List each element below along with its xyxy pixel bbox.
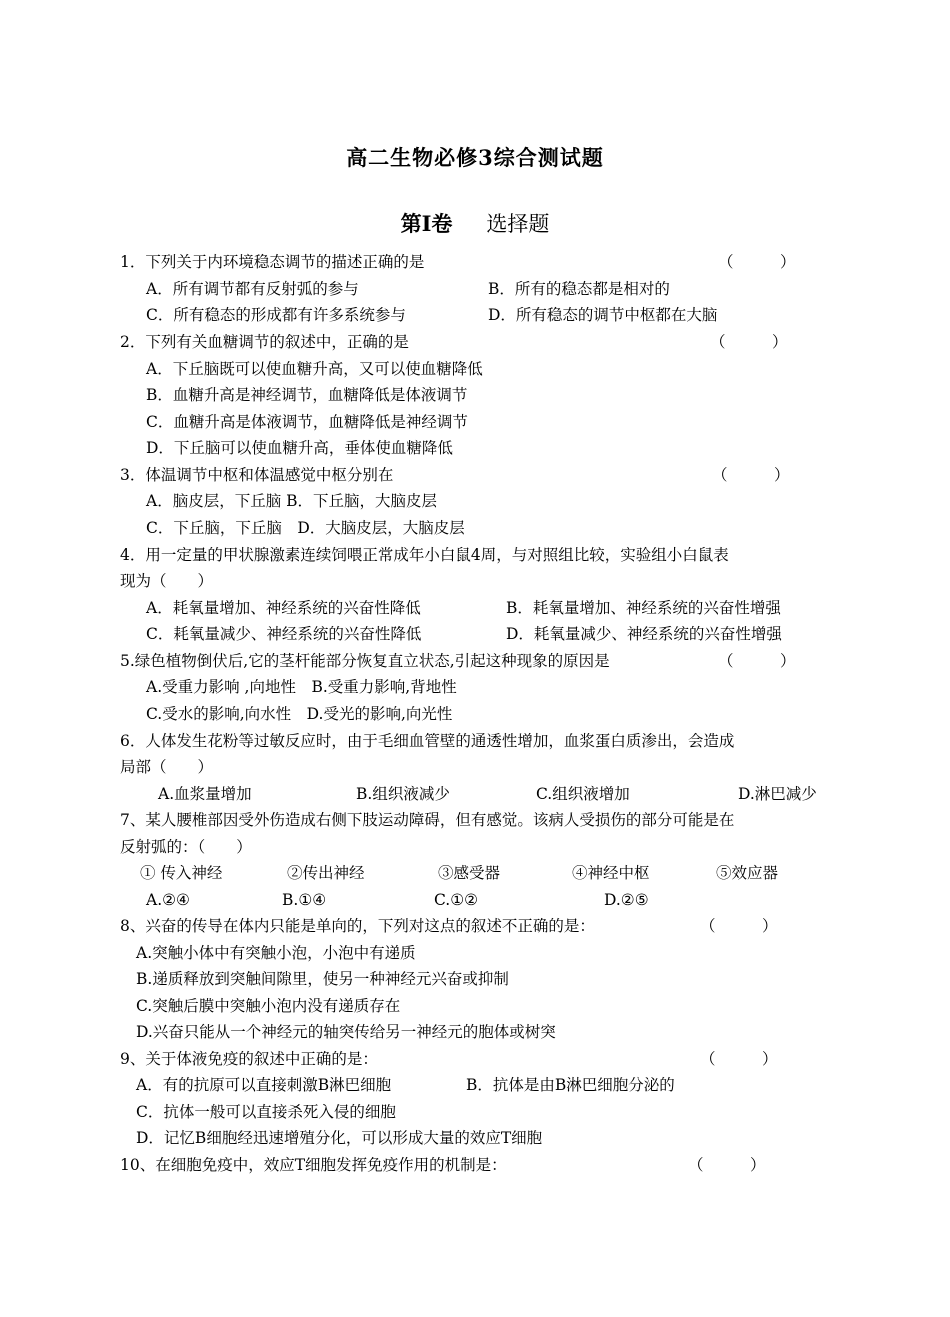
option-ab: A.受重力影响 ,向地性 B.受重力影响,背地性 — [146, 678, 457, 696]
answer-bracket: （ ） — [700, 917, 778, 935]
section-heading — [0, 208, 950, 238]
answer-bracket: （ ） — [700, 1050, 778, 1068]
question-7: 7、某人腰椎部因受外伤造成右侧下肢运动障碍，但有感觉。该病人受损伤的部分可能是在 — [120, 811, 735, 829]
option-d: D.淋巴减少 — [738, 785, 817, 803]
answer-bracket: （ ） — [710, 333, 788, 351]
item-2: ②传出神经 — [287, 864, 365, 882]
question-1: 1．下列关于内环境稳态调节的描述正确的是 — [120, 253, 425, 271]
option-c: C．血糖升高是体液调节，血糖降低是神经调节 — [146, 413, 468, 431]
option-a: A．有的抗原可以直接刺激B淋巴细胞 — [136, 1076, 392, 1094]
option-d: D．所有稳态的调节中枢都在大脑 — [488, 306, 718, 324]
option-a: A.血浆量增加 — [158, 785, 252, 803]
question-6: 6．人体发生花粉等过敏反应时，由于毛细血管壁的通透性增加，血浆蛋白质渗出，会造成 — [120, 732, 735, 750]
question-8: 8、兴奋的传导在体内只能是单向的，下列对这点的叙述不正确的是： — [120, 917, 595, 935]
option-d: D.兴奋只能从一个神经元的轴突传给另一神经元的胞体或树突 — [136, 1023, 556, 1041]
option-b: B．血糖升高是神经调节，血糖降低是体液调节 — [146, 386, 468, 404]
item-3: ③感受器 — [438, 864, 501, 882]
question-4-cont: 现为（ ） — [120, 572, 214, 590]
item-4: ④神经中枢 — [572, 864, 650, 882]
option-c: C.①② — [434, 891, 479, 909]
option-c: C.组织液增加 — [536, 785, 630, 803]
question-7-cont: 反射弧的：（ ） — [120, 838, 252, 856]
option-a: A.突触小体中有突触小泡，小泡中有递质 — [136, 944, 416, 962]
option-b: B.递质释放到突触间隙里，使另一种神经元兴奋或抑制 — [136, 970, 509, 988]
answer-bracket: （ ） — [718, 652, 796, 670]
question-5: 5.绿色植物倒伏后,它的茎杆能部分恢复直立状态,引起这种现象的原因是 — [120, 652, 610, 670]
section-label: 第Ⅰ卷 — [400, 211, 453, 236]
option-cd: C．下丘脑，下丘脑 D．大脑皮层，大脑皮层 — [146, 519, 465, 537]
option-b: B．抗体是由B淋巴细胞分泌的 — [466, 1076, 675, 1094]
question-4: 4．用一定量的甲状腺激素连续饲喂正常成年小白鼠4周，与对照组比较，实验组小白鼠表 — [120, 546, 729, 564]
answer-bracket: （ ） — [688, 1156, 766, 1174]
answer-bracket: （ ） — [712, 466, 790, 484]
question-2: 2．下列有关血糖调节的叙述中，正确的是 — [120, 333, 409, 351]
item-5: ⑤效应器 — [716, 864, 779, 882]
option-d: D．耗氧量减少、神经系统的兴奋性增强 — [506, 625, 782, 643]
option-cd: C.受水的影响,向水性 D.受光的影响,向光性 — [146, 705, 453, 723]
option-b: B.①④ — [282, 891, 327, 909]
option-c: C.突触后膜中突触小泡内没有递质存在 — [136, 997, 401, 1015]
question-9: 9、关于体液免疫的叙述中正确的是： — [120, 1050, 378, 1068]
option-c: C．所有稳态的形成都有许多系统参与 — [146, 306, 406, 324]
option-a: A.②④ — [146, 891, 190, 909]
option-ab: A．脑皮层，下丘脑 B．下丘脑，大脑皮层 — [146, 492, 438, 510]
item-1: ① 传入神经 — [140, 864, 223, 882]
option-d: D．记忆B细胞经迅速增殖分化，可以形成大量的效应T细胞 — [136, 1129, 543, 1147]
option-b: B.组织液减少 — [356, 785, 450, 803]
option-a: A．耗氧量增加、神经系统的兴奋性降低 — [146, 599, 421, 617]
option-c: C．抗体一般可以直接杀死入侵的细胞 — [136, 1103, 396, 1121]
option-a: A．下丘脑既可以使血糖升高，又可以使血糖降低 — [146, 360, 483, 378]
option-a: A．所有调节都有反射弧的参与 — [146, 280, 359, 298]
question-10: 10、在细胞免疫中，效应T细胞发挥免疫作用的机制是： — [120, 1156, 507, 1174]
page-title: 高二生物必修3综合测试题 — [346, 145, 604, 170]
answer-bracket: （ ） — [718, 253, 796, 271]
option-d: D.②⑤ — [604, 891, 649, 909]
question-6-cont: 局部（ ） — [120, 758, 214, 776]
option-b: B．耗氧量增加、神经系统的兴奋性增强 — [506, 599, 781, 617]
option-b: B．所有的稳态都是相对的 — [488, 280, 670, 298]
option-c: C．耗氧量减少、神经系统的兴奋性降低 — [146, 625, 422, 643]
option-d: D．下丘脑可以使血糖升高，垂体使血糖降低 — [146, 439, 453, 457]
section-name: 选择题 — [486, 212, 550, 236]
question-3: 3．体温调节中枢和体温感觉中枢分别在 — [120, 466, 394, 484]
